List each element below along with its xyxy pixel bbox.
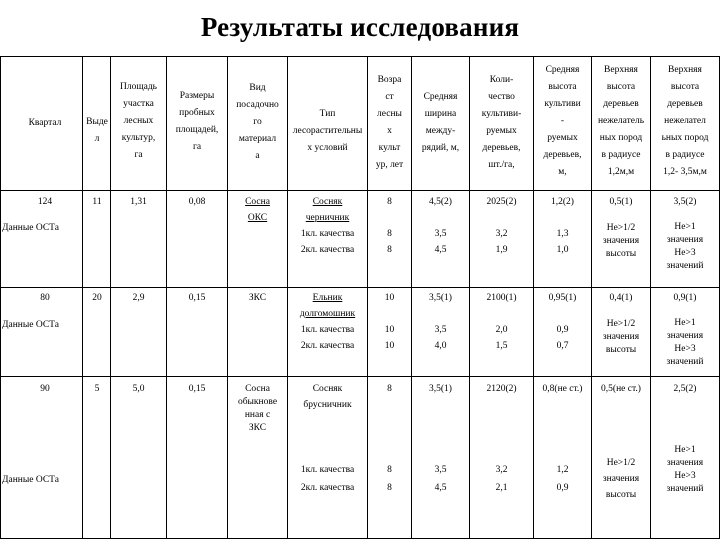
row2-age: 10	[384, 293, 395, 303]
row2-ost-avg-height: 0,9 0,7	[556, 325, 569, 351]
header-avg-height: Средняя высота культиви - руемых деревьев, м,	[543, 65, 582, 177]
row1-ost-age: 8 8	[387, 229, 392, 255]
header-separator	[0, 190, 720, 191]
row2-ost-row-width: 3,5 4,0	[434, 325, 447, 351]
row2-ost-count: 2,0 1,5	[495, 325, 508, 351]
table-border-bottom	[0, 538, 720, 539]
row1-material: Сосна ОКС	[245, 197, 270, 223]
row2-material: ЗКС	[248, 293, 267, 303]
row3-avg-height: 0,8(не ст.)	[542, 384, 583, 394]
row2-vydel: 20	[92, 293, 102, 303]
row3-ost-label: Данные ОСТа	[2, 475, 59, 485]
row3-ost-top-height-2: Не>1 значения Не>3 значений	[666, 445, 704, 494]
row1-ost-quality: 1кл. качества 2кл. качества	[300, 229, 355, 255]
row3-row-width: 3,5(1)	[429, 384, 452, 394]
header-area: Площадь участка лесных культур, га	[119, 82, 158, 160]
row3-area: 5,0	[132, 384, 145, 394]
row3-ost-avg-height-1: 1,2	[556, 465, 569, 475]
header-top-height-1: Верхняя высота деревьев нежелатель ных пород в радиусе 1,2м,м	[597, 65, 645, 177]
col-line	[0, 56, 1, 539]
row1-ost-count: 3,2 1,9	[495, 229, 508, 255]
row2-ost-label: Данные ОСТа	[2, 320, 59, 330]
row3-vydel: 5	[94, 384, 100, 394]
row2-avg-height: 0,95(1)	[548, 293, 577, 303]
row1-top-height-2: 3,5(2)	[673, 197, 697, 207]
row2-area: 2,9	[132, 293, 145, 303]
row1-row-width: 4,5(2)	[429, 197, 452, 207]
row1-ost-label: Данные ОСТа	[2, 223, 59, 233]
row1-vydel: 11	[92, 197, 102, 207]
header-row-width: Средняя ширина между- рядий, м,	[421, 92, 460, 153]
header-kvartal: Квартал	[28, 118, 62, 128]
row1-ost-row-width: 3,5 4,5	[434, 229, 447, 255]
row-separator	[0, 287, 720, 288]
row1-ost-top-height-1: Не>1/2 значения высоты	[602, 223, 640, 259]
row3-age: 8	[387, 384, 392, 394]
row3-ost-quality-1: 1кл. качества	[300, 465, 355, 475]
row-separator	[0, 376, 720, 377]
header-age: Возра ст лесны х культ ур, лет	[375, 75, 404, 170]
row3-forest-type: Сосняк брусничник	[303, 384, 352, 410]
row3-ost-row-width-2: 4,5	[434, 483, 447, 493]
row2-count: 2100(1)	[486, 293, 517, 303]
row1-top-height-1: 0,5(1)	[609, 197, 633, 207]
row2-top-height-2: 0,9(1)	[673, 293, 697, 303]
row3-ost-count-2: 2,1	[495, 483, 508, 493]
row1-count: 2025(2)	[486, 197, 517, 207]
row2-plot-size: 0,15	[188, 293, 206, 303]
row3-ost-count-1: 3,2	[495, 465, 508, 475]
row2-kvartal: 80	[40, 293, 50, 303]
row3-count: 2120(2)	[486, 384, 517, 394]
row1-avg-height: 1,2(2)	[551, 197, 574, 207]
header-forest-type: Тип лесорастительны х условий	[292, 109, 363, 153]
row3-ost-top-height-1: Не>1/2 значения высоты	[602, 458, 640, 500]
row2-top-height-1: 0,4(1)	[609, 293, 633, 303]
row3-ost-row-width-1: 3,5	[434, 465, 447, 475]
header-vydel: Выде л	[86, 117, 108, 144]
row3-ost-age-1: 8	[387, 465, 392, 475]
row3-ost-avg-height-2: 0,9	[556, 483, 569, 493]
header-count: Коли- чество культиви- руемых деревьев, шт./га,	[481, 75, 522, 170]
row2-forest-type: Ельник долгомошник	[299, 293, 356, 319]
row2-ost-top-height-1: Не>1/2 значения высоты	[602, 319, 640, 355]
table-border-top	[0, 56, 720, 57]
row1-area: 1,31	[130, 197, 147, 207]
row3-plot-size: 0,15	[188, 384, 206, 394]
header-material: Вид посадочно го материал а	[236, 83, 279, 161]
row3-kvartal: 90	[40, 384, 50, 394]
row2-ost-quality: 1кл. качества 2кл. качества	[300, 325, 355, 351]
row1-ost-avg-height: 1,3 1,0	[556, 229, 569, 255]
header-top-height-2: Верхняя высота деревьев нежелател ьных пород в радиусе 1,2- 3,5м,м	[661, 65, 709, 177]
row3-top-height-2: 2,5(2)	[673, 384, 697, 394]
row1-ost-top-height-2: Не>1 значения Не>3 значений	[666, 222, 704, 271]
row2-row-width: 3,5(1)	[429, 293, 452, 303]
row3-top-height-1: 0,5(не ст.)	[601, 384, 641, 394]
header-plot-size: Размеры пробных площадей, га	[175, 91, 219, 152]
row3-material: Сосна обыкнове нная с ЗКС	[237, 384, 278, 433]
row1-kvartal: 124	[37, 197, 53, 207]
row3-ost-age-2: 8	[387, 483, 392, 493]
row1-plot-size: 0,08	[188, 197, 206, 207]
col-line	[82, 56, 83, 539]
row2-ost-age: 10 10	[384, 325, 395, 351]
row2-ost-top-height-2: Не>1 значения Не>3 значений	[666, 318, 704, 367]
page-title: Результаты исследования	[200, 12, 520, 42]
row1-age: 8	[387, 197, 392, 207]
row1-forest-type: Сосняк черничник	[305, 197, 350, 223]
row3-ost-quality-2: 2кл. качества	[300, 483, 355, 493]
